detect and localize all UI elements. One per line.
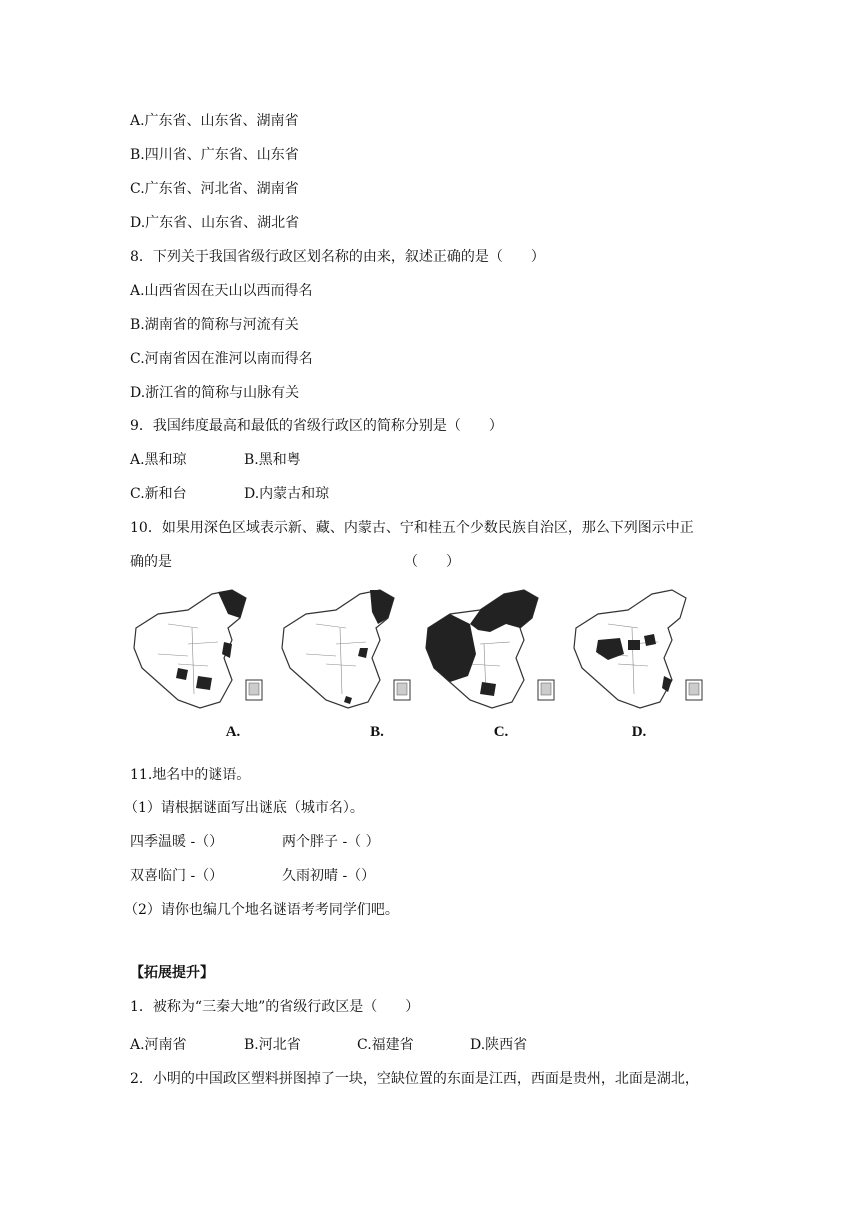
- q10-map-figure: [128, 584, 708, 752]
- q9-option-a: A.黑和琼: [130, 452, 187, 468]
- ext1-option-b: B.河北省: [244, 1037, 301, 1053]
- map-d-label: D.: [631, 724, 647, 740]
- q7-option-d: D.广东省、山东省、湖北省: [130, 215, 300, 231]
- china-map-d-image: [568, 584, 708, 724]
- ext1-option-d: D.陕西省: [470, 1037, 528, 1053]
- q8-option-a: A.山西省因在天山以西而得名: [130, 283, 313, 299]
- section-title: 【拓展提升】: [130, 965, 214, 981]
- q9-option-c: C.新和台: [130, 486, 187, 502]
- china-map-b-image: [276, 584, 416, 724]
- ext1-option-c: C.福建省: [357, 1037, 414, 1053]
- q9-stem: 9．我国纬度最高和最低的省级行政区的简称分别是（ ）: [130, 418, 503, 434]
- q8-option-d: D.浙江省的简称与山脉有关: [130, 385, 300, 401]
- china-map-a-image: [128, 584, 268, 724]
- riddle-2: 两个胖子 -（ ）: [282, 834, 380, 850]
- q11-sub2: （2）请你也编几个地名谜语考考同学们吧。: [124, 902, 399, 918]
- q7-option-c: C.广东省、河北省、湖南省: [130, 181, 299, 197]
- riddle-4: 久雨初晴 -（）: [282, 868, 376, 884]
- q7-option-b: B.四川省、广东省、山东省: [130, 147, 299, 163]
- ext1-option-a: A.河南省: [130, 1037, 187, 1053]
- map-a: [128, 584, 268, 752]
- q8-option-c: C.河南省因在淮河以南而得名: [130, 351, 313, 367]
- q8-option-b: B.湖南省的简称与河流有关: [130, 317, 299, 333]
- map-d: [568, 584, 708, 752]
- q10-stem-line1: 10．如果用深色区域表示新、藏、内蒙古、宁和桂五个少数民族自治区，那么下列图示中正: [130, 520, 694, 536]
- q11-sub1: （1）请根据谜面写出谜底（城市名）。: [124, 800, 364, 816]
- q10-answer-bracket: （ ）: [404, 554, 460, 570]
- map-c: [420, 584, 560, 752]
- q9-option-d: D.内蒙古和琼: [244, 486, 330, 502]
- q11-stem: 11.地名中的谜语。: [130, 767, 251, 783]
- riddle-1: 四季温暖 -（）: [130, 834, 224, 850]
- china-map-c-image: [420, 584, 560, 724]
- map-b-label: B.: [370, 724, 384, 740]
- q9-option-b: B.黑和粤: [244, 452, 301, 468]
- q7-option-a: A.广东省、山东省、湖南省: [130, 113, 299, 129]
- map-b: [276, 584, 416, 752]
- ext1-stem: 1．被称为“三秦大地”的省级行政区是（ ）: [130, 999, 420, 1015]
- q10-stem-line2: 确的是: [130, 554, 172, 570]
- map-c-label: C.: [493, 724, 509, 740]
- map-a-label: A.: [225, 724, 241, 740]
- q8-stem: 8．下列关于我国省级行政区划名称的由来，叙述正确的是（ ）: [130, 249, 545, 265]
- riddle-3: 双喜临门 -（）: [130, 868, 224, 884]
- ext2-stem: 2．小明的中国政区塑料拼图掉了一块，空缺位置的东面是江西，西面是贵州，北面是湖北，: [130, 1071, 699, 1087]
